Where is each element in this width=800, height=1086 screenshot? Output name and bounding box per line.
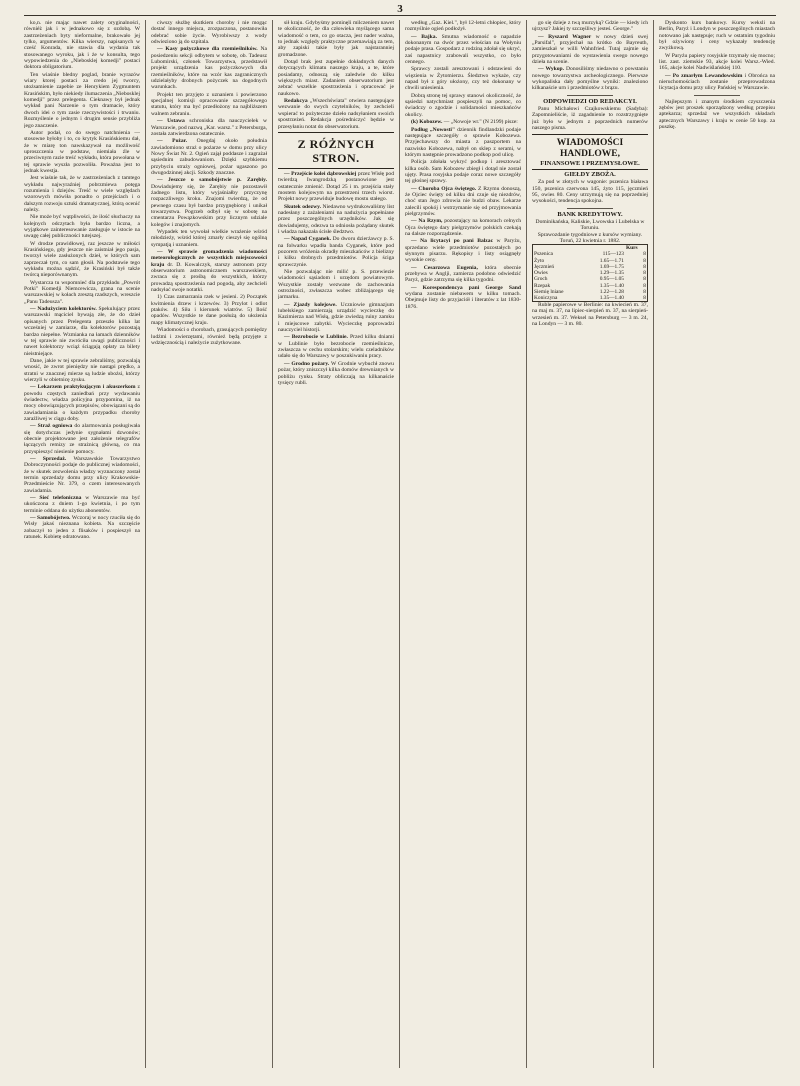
separator bbox=[694, 95, 740, 96]
table-cell: Siemię lniane bbox=[534, 288, 564, 295]
article-lead: Podług „Nowosti" bbox=[411, 126, 458, 133]
column-2 bbox=[151, 20, 267, 1070]
article-paragraph: — Ryszard Wagner w nowy dzień swej „Parsifal", przyjechał na krótko do Bayreuth, zamieszkał w willi Wahnfried. Tutaj zajmie się przygotowaniami do wystawienia swego nowego dzieła na scenie. bbox=[532, 33, 648, 66]
article-paragraph: — Pożar. Onegdaj około południa zawiadomiono straż o pożarze w domu przy ulicy Nowy Świat Nr. 2. Ogień zajął poddasze i zagrażał sąsiednim zabudowaniom. Dzięki szybkiemu przybyciu straży ogniowej, pożar ugaszono po dwugodzinnej akcji. Szkody znaczne. bbox=[151, 138, 267, 176]
article-lead: — Jeszcze o samobójstwie p. Zarębiy. bbox=[157, 177, 267, 184]
page-number: 3 bbox=[397, 3, 403, 15]
article-paragraph: — Zjazdy kolejowe. Uczniowie gimnazjum lubelskiego zamierzają urządzić wycieczkę do Kazimierza nad Wisłą, gdzie zwiedzą ruiny zamku i miejscowe zabytki. Wycieczkę poprowadzi nauczyciel historji. bbox=[278, 301, 394, 334]
article-paragraph: Ten wiaśnie bledny poglad, branie wyrazów wiary ktorej postaci za credo jej tworcy, utożsamienie zapebie ze Henrykiem Zygmuntem Krasińskim, było niekiedy ilumaczenia „Niebosklej komedji" przez prelegenta. Cieknawy był jednak wykład pani Narzenie o tym dramacie, który dwoch idei o tym zasie rzeczywistości i trwaniu. Rozmyślenie o jednym i drugim sensie przybliża jego znaczenie. bbox=[24, 71, 140, 129]
article-paragraph: — Nadużyciem kolektorów. Spekulujący przez warszawski mąciciel bywają złe, że do dzieł opisanych przez Prelegenta przeszło kilka lat wcześniej w zamiarze, dla kolektorów pozostają bardzo niepełne. Wzmianka na łamach dzienników w tej sprawie nie zwróciła uwagi publiczności i nawet kolektorzy wciąż ściągają opłaty za bilety nieistniejące. bbox=[24, 306, 140, 357]
article-paragraph: Nie może być wątpliwości, że ilość słuchaczy na kolejnych odczytach była bardzo liczna, a wyjątkowe zainteresowanie zasługuje w istocie na uwagę całej publiczności tutejszej. bbox=[24, 214, 140, 240]
section-rule bbox=[532, 134, 648, 135]
article-lead: — Grodno pożary. bbox=[284, 360, 331, 367]
table-cell: 8 bbox=[643, 270, 646, 277]
article-paragraph: — Sieć telefoniczna w Warszawie ma być ukończona z dniem 1-go kwietnia, i po tym terminie oddana do użytku abonentów. bbox=[24, 495, 140, 514]
table-header-row bbox=[533, 245, 648, 252]
article-paragraph: (k) Kobozew. — „Nowoje wr." (N 2199) pisze: bbox=[411, 119, 518, 126]
separator bbox=[567, 95, 613, 96]
table-cell: 8 bbox=[643, 288, 646, 295]
article-paragraph: Dane, jakie w tej sprawie zebraliśmy, pozwalają wnosić, że zwrot pieniędzy nie nastąpi prędko, a stratni w znacznej mierze są ludzie ubożsi, którzy wierzyli w obietnicę zysku. bbox=[24, 357, 140, 383]
article-paragraph: go się dzieje z twą murzyką? Gdzie — kiedy ich ujrzysz? Jakiej ty szczęśliwy jesteś. George." bbox=[532, 20, 648, 33]
header-rule bbox=[24, 15, 776, 16]
article-paragraph: Policja zdołała wykryć podkop i aresztować kilka osób. Sam Kobozew zbiegł i dotąd nie został ujęty. Prasa rosyjska podaje coraz nowe szczegóły tej głośnej sprawy. bbox=[405, 159, 521, 185]
article-paragraph: Wiadomości o chorobach, grasujących pomiędzy ludźmi i zwierzętami, również będą przyjęte z wdzięcznością i należycie zużytkowane. bbox=[151, 327, 267, 346]
article-paragraph: Sprawcy zostali aresztowani i odstawieni do więzienia w Żytomierzu. Śledztwo wykaże, czy napad był z góry ułożony, czy też dokonany w chwili uniesienia. bbox=[405, 66, 521, 92]
table-cell: 1.35—1.40 bbox=[599, 282, 624, 289]
table-cell: 8 bbox=[643, 257, 646, 264]
article-lead: — Pożar. bbox=[157, 138, 197, 145]
column-5-top bbox=[532, 20, 648, 92]
grain-exchange-text: Za pud w złotych w wagonie: pszenica biaława 150, pszenica czerwona 145, żyto 115, jęczmień 95, owies 80. Ceny utrzymują się na poprzedniej wysokości, tendencja spokojna. bbox=[532, 179, 648, 205]
table-row bbox=[533, 295, 648, 302]
table-header-cell bbox=[583, 245, 625, 252]
article-paragraph: Dobrą stronę tej sprawy stanowi okoliczność, że sąsiedzi natychmiast pospieszyli na pomoc, co świadczy o zgodzie i solidarności mieszkańców okolicy. bbox=[405, 92, 521, 118]
commerce-subheading: FINANSOWE I PRZEMYSŁOWE. bbox=[540, 159, 640, 167]
article-paragraph: — Napad Cyganek. Do dworu dzierżawcy p. S. na folwarku wpadła banda Cyganek, które pod pozorem wróżenia okradły mieszkańców z bielizny i kilku drobnych przedmiotów. Policja ściga sprawczynie. bbox=[278, 236, 394, 268]
column-6 bbox=[659, 20, 775, 1070]
article-paragraph: Dotąd brak jest zupełnie dokładnych danych dotyczących klimatu naszego kraju, a te, które posiadamy, odnoszą się zaledwie do kilku większych miast. Zadaniem obserwatorium jest zebrać wszelkie spostrzeżenia i opracować je naukowo. bbox=[278, 59, 394, 97]
article-lead: — Lekarzem praktykującym i akuszerkom bbox=[30, 384, 138, 391]
article-lead: — Bajka. bbox=[411, 33, 442, 40]
column-3-top bbox=[278, 20, 394, 130]
article-paragraph: 1) Czas zamarzania rzek w jesieni. 2) Początek kwitnienia drzew i krzewów. 3) Przylot i odlot ptaków. 4) Siła i kierunek wiatrów. 5) Ilość opadów. Wszystkie te dane posłużą do ułożenia mapy klimatycznej kraju. bbox=[151, 294, 267, 326]
article-lead: — Napad Cyganek. bbox=[284, 236, 333, 243]
column-divider bbox=[399, 20, 400, 1068]
grain-exchange-heading: GIEŁDY ZBOŻA. bbox=[564, 170, 616, 178]
column-4 bbox=[405, 20, 521, 1070]
article-paragraph: Wypadek ten wywołał wielkie wrażenie wśród młodzieży, wśród której zmarły cieszył się ogólną sympatją i uznaniem. bbox=[151, 229, 267, 248]
article-lead: — Na Rzym, bbox=[411, 218, 445, 225]
article-paragraph: — Ustawa schroniska dla nauczycielek w Warszawie, pod nazwą „Kar. warsz." z Petersburga, została zatwierdzona ostatecznie. bbox=[151, 118, 267, 137]
article-paragraph: — Wykop. Donosiliśmy niedawno o powstaniu nowego towarzystwa archeologicznego. Pierwsze wykopaliska dały pomyślne wyniki: znaleziono kilkanaście urn i przedmiotów z brązu. bbox=[532, 66, 648, 92]
table-cell: 0.95—1.05 bbox=[599, 276, 624, 283]
table-cell: 8 bbox=[643, 282, 646, 289]
article-paragraph: ko,n. nie mając nawet zalety oryginalności, równiéż jak i w jednakowo się z ozdobą. W zastrzeżeniach byty nieformalne, brakowało jej tylko, argumentów. Kilka wierszy, napisanych w cześć Konrada, nie stawia dla wydania tak stosowanego wyroku, jak i że w konsulta, tego wypowiedzenia do „Niebosklej komedji" postaci doktora obligatorium. bbox=[24, 20, 140, 71]
table-cell: 1.69—1.75 bbox=[599, 263, 624, 270]
article-paragraph: — Kasy pożyczkowe dla rzemieślników. Na posiedzeniu sekcji odbytem w sobotę, ob. Tadeusz Lubomirski, członek Towarzystwa, przedstawił projekt urządzenia kas pożyczkowych dla rzemieślników, które na wzór kas zagranicznych udzielałyby drobnych pożyczek na dogodnych warunkach. bbox=[151, 46, 267, 91]
table-cell: 1.65—1.71 bbox=[599, 257, 624, 264]
article-paragraph: Skutek odezwy. Niedawno wydrukowaliśmy list nadesłany z zażaleniami na nadużycia popełniane przez poszczególnych urzędników. Jak się dowiadujemy, odezwa ta odniosła pożądany skutek i władza nakazała ścisłe śledztwo. bbox=[278, 203, 394, 235]
article-lead: — Nadużyciem kolektorów. bbox=[30, 306, 99, 313]
article-lead: — Po zmarłym Lewandowskim bbox=[665, 72, 745, 79]
article-lead: — Zjazdy kolejowe. bbox=[284, 301, 341, 308]
table-cell: 8 bbox=[643, 276, 646, 283]
article-paragraph: — Korespondencya pani George Sand wydana zostanie niebawem w kilku tomach. Obejmuje listy do przyjaciół i literatów z lat 1830-1876. bbox=[405, 284, 521, 310]
article-paragraph: Podług „Nowosti" dziennik findlandzki podaje następujące szczegóły o sprawie Kobozewa. Przyjechawszy do miasta z paszportem na nazwisko Kobozewa, nabył on sklep z serami, w którym następnie prowadzono podkop pod ulicę. bbox=[405, 126, 521, 158]
article-paragraph: — Choroba Ojca świętego. Z Rzymu donoszą, że Ojciec święty od kilku dni czuje się niezdrów, choć stan Jego zdrowia nie budzi obaw. Lekarze zalecili spokój i wstrzymanie się od przyjmowania pielgrzymów. bbox=[405, 185, 521, 217]
article-paragraph: — Cesarzowa Eugenia, która obecnie przebywa w Anglji, zamierza podobno odwiedzić Paryż, gdzie zatrzyma się kilka tygodni. bbox=[405, 264, 521, 284]
table-header-cell: Kurs bbox=[625, 245, 638, 252]
article-lead: — Cesarzowa Eugenia, bbox=[411, 264, 485, 271]
section-rule bbox=[278, 168, 394, 169]
table-cell: 115—123 bbox=[602, 251, 624, 258]
advertisement: Najlepszym i znanym środkiem czyszczenia zębów jest proszek sporządzony według przepisu aptekarza; sprzedaż we wszystkich składach aptecznych Warszawy i kraju w cenie 50 kop. za puszkę. bbox=[659, 98, 775, 131]
article-paragraph: — Sprzedaż. Warszawskie Towarzystwo Dobroczynności podaje do publicznej wiadomości, że w skutek zezwolenia władzy wyznaczony został termin sprzedaży domu przy ulicy Krakowskie-Przedmieście Nr. 379, o czem interesowanych zawiadamia. bbox=[24, 456, 140, 494]
editorial-reply: Panu Michałowi Czajkowskiemu (Sadyba): Zapomnieliście, iż zagadnienie to rozstrzygnięte już było w jednym z poprzednich numerów naszego pisma. bbox=[532, 106, 648, 132]
article-lead: — Kasy pożyczkowe dla rzemieślników. bbox=[157, 46, 261, 53]
section-rule bbox=[532, 169, 648, 170]
article-paragraph: — Na Rzym, pozostający na komorach celnych Ojca świętego dary pielgrzymów polskich czekają na dalsze rozporządzenie. bbox=[405, 218, 521, 237]
article-paragraph: ciwszy służbę skutkiem choroby i nie mogąc dostać innego miejsca, zrozpaczona, postanowiła odebrać sobie życie. Wyrobiwszy z wody odwieziono ją do szpitala. bbox=[151, 20, 267, 46]
table-cell: 1.29—1.35 bbox=[599, 270, 624, 277]
article-paragraph: Wystarcza tu wspomnieć dla przykładu „Powrót Potki" Komedji Niemcewicza, grana na scenie warszawskiej w kołach zresztą rzadszych, wreszcie „Panu Tadeusza". bbox=[24, 279, 140, 305]
article-paragraph: Redakcya „Wszechświata" otwiera następujące wezwanie do swych czytelników, by zechcieli wspierać to pożyteczne dzieło nadsyłaniem swoich spostrzeżeń. Redakcja pośredniczyć będzie w przesyłaniu notat do obserwatorium. bbox=[278, 98, 394, 130]
article-paragraph: Projekt ten przyjęto z uznaniem i powierzono specjalnej komisji opracowanie szczegółowego statutu, który ma być przedłożony na najbliższem walnem zebraniu. bbox=[151, 91, 267, 117]
article-paragraph: Jest wiaśnie tak, że w zastrzeżeniach z tamtego wykładu najwyraźniej pobrzmiewa potęga rozumienia i dziejów. Treść w wiele względach wzorowych mówiła ponadto o przejściach i o dalszym rozwoju sztuki dramatycznej, którą ocenić należy. bbox=[24, 175, 140, 213]
bank-report-line: Sprawozdanie tygodniowe z kursów wymiany. Toruń, 22 kwietnia r. 1882. bbox=[537, 231, 643, 244]
ruble-rates: Ruble papierowe w Berlinie: na kwiecień m. 37, na maj m. 37, na lipiec-sierpień m. 37, na sierpień-wrzesień m. 37. Weksel na Petersburg — 3 m. 24, na Londyn — 3 m. 80. bbox=[532, 302, 648, 328]
table-header-cell bbox=[533, 245, 584, 252]
table-cell: 1.22—1.28 bbox=[599, 288, 624, 295]
table-cell: 8 bbox=[643, 251, 646, 258]
article-paragraph: Autor podał, co do swego natchnienia — stosowne byłoby i to, co krytyk Krasińskiemu dał, że w miarę ton nawskazywał na możliwość uproszczenia w podstaw, niemiała źle w przeciwnym razie treść wykładu, która powołana w tej sprawie wyszła pozwoliła. Poważna jest to jednak kwestja. bbox=[24, 129, 140, 174]
article-lead: — W sprawie gromadzenia wiadomości meteorologicznych ze wszystkich miejscowości kraju bbox=[151, 249, 267, 268]
table-cell: 1.35—1.40 bbox=[599, 294, 624, 301]
table-cell: Groch bbox=[534, 276, 548, 283]
article-lead: — Wykop. bbox=[538, 66, 566, 73]
section-heading: Z RÓŻNYCH STRON. bbox=[297, 136, 375, 165]
article-paragraph: według „Gaz. Kiel.", był 12-letni chłopiec, który rozmyślnie ogień podłożył. bbox=[405, 20, 521, 33]
article-lead: — Choroba Ojca świętego. bbox=[411, 185, 479, 192]
article-paragraph: — Lekarzem praktykującym i akuszerkom z powodu częstych zaniedbań przy wydawaniu świadectw, władza policyjna przypomina, iż na mocy obowiązujących przepisów, obowiązani są do zawiadamiania o każdym przypadku choroby zaraźliwej w ciągu doby. bbox=[24, 384, 140, 422]
article-lead: — Sieć telefoniczna bbox=[30, 495, 86, 502]
article-lead: — Ustawa bbox=[157, 118, 190, 125]
column-divider bbox=[272, 20, 273, 1068]
article-lead: — Bezrobocie w Lublinie. bbox=[284, 334, 350, 341]
article-paragraph: W drodze prawidłowej, raz jeszcze w miłości Krasińskiego, gdy jeszcze nie zaistniał jego pasja, tworzył wiele zasłużonych dzieł, w których sam zaprzeczał tym, co sam głosił. Na podstawie tego wykładu można sądzić, że Krasiński był także twórcą nieporównanym. bbox=[24, 240, 140, 279]
column-divider bbox=[145, 20, 146, 1068]
column-1 bbox=[24, 20, 140, 1070]
article-lead: — Sprzedaż. bbox=[30, 456, 74, 463]
bank-subheading: Dominikańska, Kaliskie, Lwowska i Lubelska w Toruniu. bbox=[535, 218, 645, 232]
table-cell: Owies bbox=[534, 270, 548, 277]
table-cell: 8 bbox=[643, 263, 646, 270]
article-lead: — Ryszard Wagner bbox=[538, 33, 596, 40]
article-paragraph: — W sprawie gromadzenia wiadomości meteorologicznych ze wszystkich miejscowości kraju dr. D. Kowalczyk, starszy astronom przy obserwatorium astronomicznem warszawskiem, zwraca się z prośbą do wszystkich, którzy prowadzą spostrzeżenia nad pogodą, aby zechcieli nadsyłać swoje notatki. bbox=[151, 249, 267, 294]
table-cell: Jęczmień bbox=[534, 263, 555, 270]
table-cell: Rzepak bbox=[534, 282, 551, 289]
article-lead: — Przejście kolei dąbrowskiej bbox=[284, 170, 358, 177]
column-divider bbox=[526, 20, 527, 1068]
article-paragraph: — Jeszcze o samobójstwie p. Zarębiy. Dowiadujemy się, że Zarębiy nie pozostawił żadnego listu, który wyjaśniałby przyczynę rozpaczliwego kroku. Znajomi twierdzą, że od pewnego czasu był bardzo przygnębiony i unikał towarzystwa. Pogrzeb odbył się w sobotę na cmentarzu Powązkowskim przy licznym udziale kolegów i znajomych. bbox=[151, 177, 267, 228]
article-paragraph: — Samobójstwo. Wczoraj w nocy rzuciła się do Wisły jakaś nieznana kobieta. Na szczęście zobaczył to jeden z flisaków i pospieszył na ratunek. Kobietę odratowano. bbox=[24, 515, 140, 541]
article-lead: Skutek odezwy. bbox=[284, 203, 323, 210]
bank-heading: BANK KREDYTOWY. bbox=[557, 210, 623, 218]
article-paragraph: — Bajka. Smutna wiadomość o napadzie dokonanym na dwór przez włościan na Wołyniu podaje prasa. Gospodarz z rodziną zdołał się ukryć, zaś napastnicy zrabowali wszystko, co było cennego. bbox=[405, 33, 521, 66]
table-cell: Żyto bbox=[534, 257, 545, 264]
table-cell: Koniczyna bbox=[534, 294, 558, 301]
article-paragraph: Nie pozwalając nie milić p. S. przewiezie wiadomości sąsiadom i urzędom powiatowym. Wszystkie zostały wezwane do zachowania ostrożności, zwłaszcza wobec zbliżającego się jarmarku. bbox=[278, 269, 394, 301]
commerce-heading: WIADOMOŚCI HANDLOWE, bbox=[556, 137, 624, 159]
column-5 bbox=[532, 20, 648, 1070]
table-cell: 8 bbox=[643, 294, 646, 301]
exchange-table bbox=[532, 244, 648, 302]
article-lead: — Na licytacyi po pani Balzac bbox=[411, 238, 497, 245]
column-3 bbox=[278, 20, 394, 1070]
column-6-top bbox=[659, 20, 775, 92]
article-lead: (k) Kobozew. bbox=[411, 119, 444, 126]
table-cell: Pszenica bbox=[534, 251, 553, 258]
article-lead: — Korespondencya pani George Sand bbox=[411, 284, 521, 291]
article-lead: — Straż ogniowa bbox=[30, 423, 75, 430]
article-lead: Redakcya bbox=[284, 98, 310, 105]
article-paragraph: — Przejście kolei dąbrowskiej przez Wisłę pod twierdzą Iwangrodzką postanowione jest ostatecznie zmienić. Dotąd 25 i m. przejścia stały mostem kolejowym na przestrzeni trzech wiorst. Projekt nowy przewiduje budowę mostu stałego. bbox=[278, 170, 394, 203]
article-paragraph: Dyskonto kurs bankowy. Kursy weksli na Berlin, Paryż i Londyn w poszczególnych miastach notowano jak następuje; ruch w ostatnim tygodniu był ożywiony i ceny wykazały tendencję zwyżkową. bbox=[659, 20, 775, 52]
column-divider bbox=[653, 20, 654, 1068]
article-paragraph: — Po zmarłym Lewandowskim i Obrońca na nieruchomościach zostanie przeprowadzona licytacja domu przy ulicy Pańskiej w Warszawie. bbox=[659, 72, 775, 92]
article-paragraph: sił kraju. Gdybyśmy pominęli milczeniem nawet te okoliczność, że dla człowieka myślącego sama wiadomość o tem, co go otacza, jest nader ważna, to jednak względy praktyczne przemawiają za tem, aby zapiski takie były jak najstaranniej gromadzone. bbox=[278, 20, 394, 58]
article-paragraph: — Na licytacyi po pani Balzac w Paryżu, sprzedano wiele przedmiotów pozostałych po słynnym pisarzu. Rękopisy i listy osiągnęły wysokie ceny. bbox=[405, 238, 521, 264]
article-paragraph: W Paryżu papiery rosyjskie trzymały się mocno; list. zast. ziemskie 93, akcje kolei Warsz.-Wied. 165, akcje kolei Nadwiślańskiej 110. bbox=[659, 52, 775, 72]
separator bbox=[567, 208, 613, 209]
article-paragraph: — Straż ogniowa do alarmowania posługiwała się dotychczas jedynie sygnałami dzwonów; obecnie projektowane jest założenie telegrafów łączących remizy ze strażnicą główną, co ma przyspieszyć niesienie pomocy. bbox=[24, 423, 140, 455]
article-paragraph: — Grodno pożary. W Grodnie wybuchł znowu pożar, który zniszczył kilka domów drewnianych w pobliżu rynku. Straty obliczają na kilkanaście tysięcy rubli. bbox=[278, 360, 394, 386]
article-paragraph: — Bezrobocie w Lublinie. Przed kilku dniami w Lublinie było bezrobocie rzemieślnicze, zwłaszcza w cechu stolarskim; wielu czeladników udało się do Warszawy w poszukiwaniu pracy. bbox=[278, 334, 394, 360]
column-3-bottom bbox=[278, 171, 394, 386]
section-rule bbox=[278, 132, 394, 133]
editorial-replies-heading: ODPOWIEDZI OD REDAKCYI. bbox=[543, 97, 637, 105]
article-lead: — Samobójstwo. bbox=[30, 515, 72, 522]
